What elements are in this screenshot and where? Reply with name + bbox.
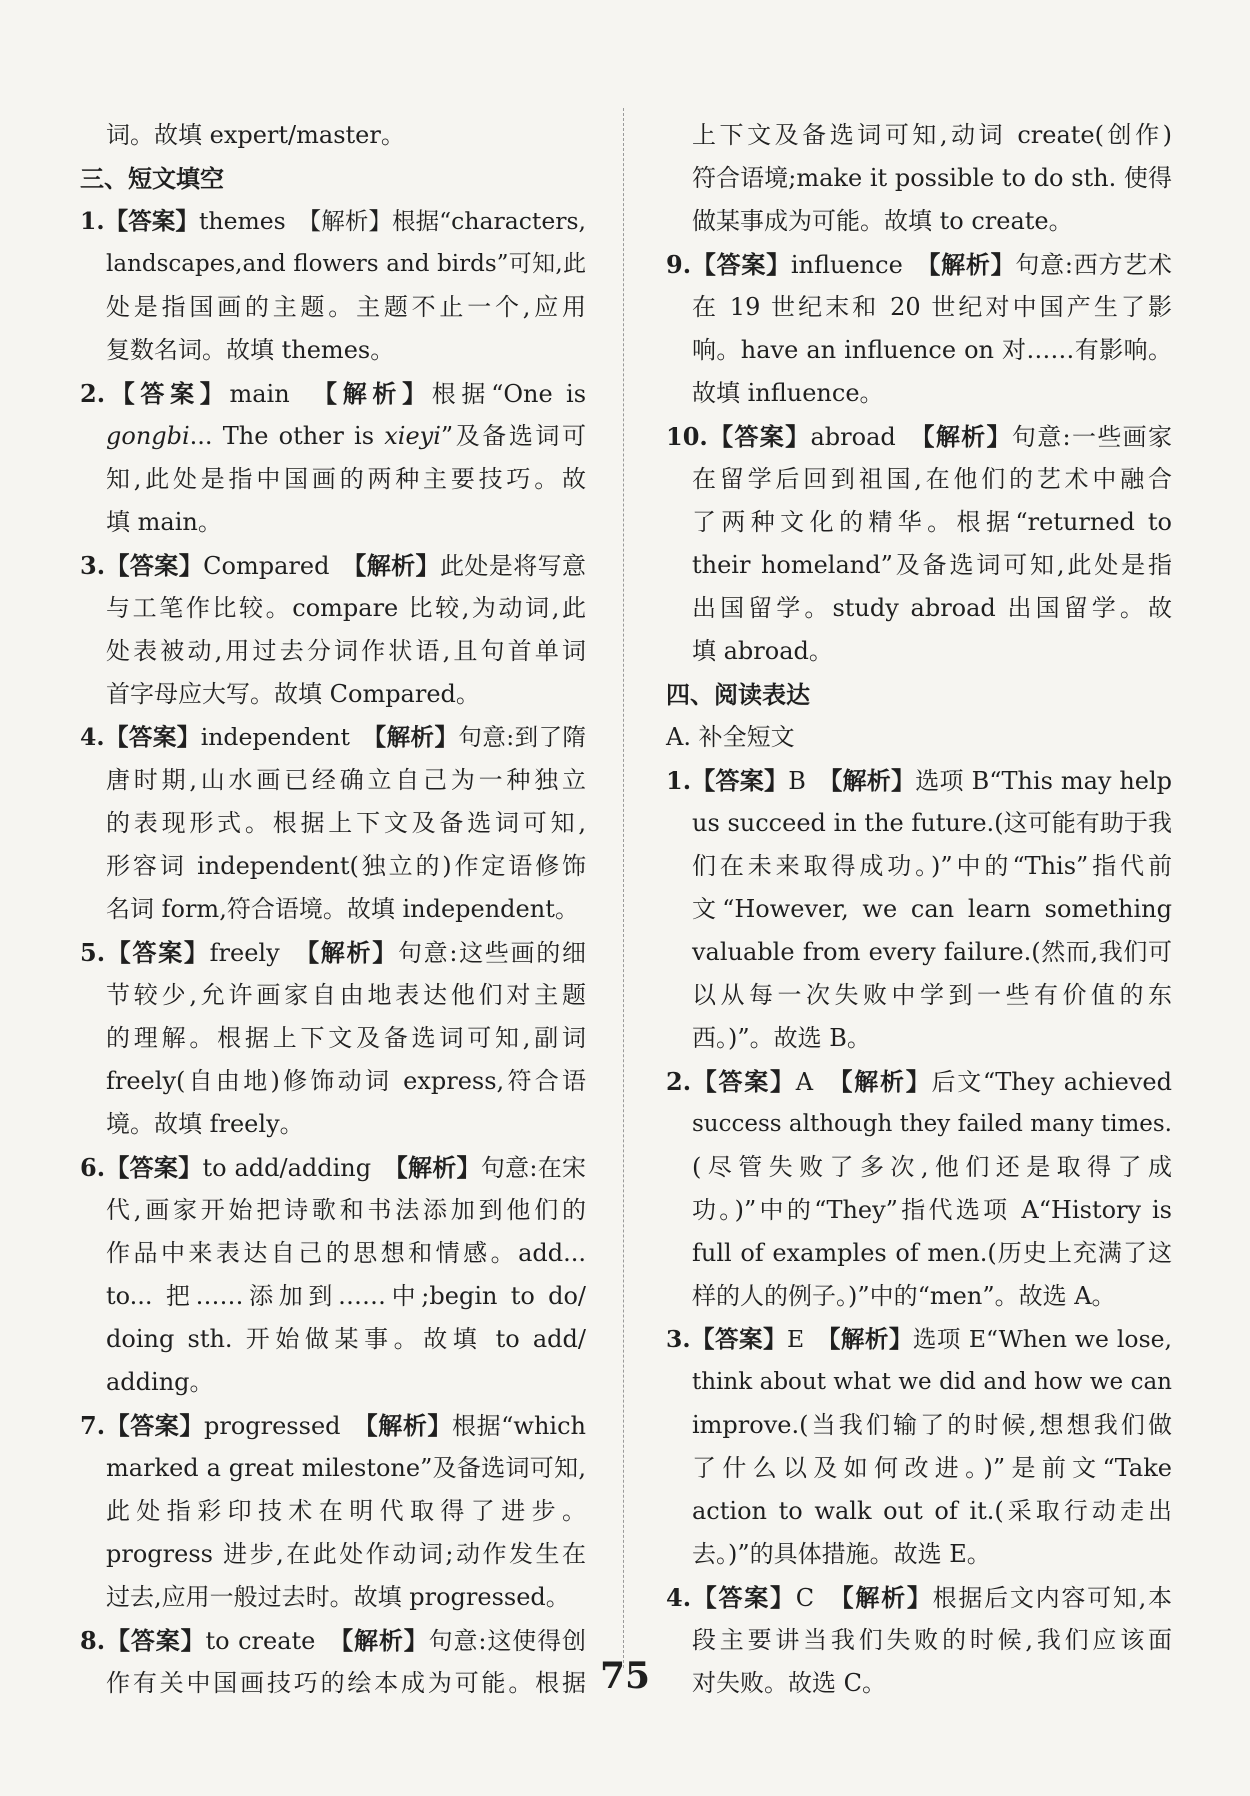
text-line: [80, 544, 586, 587]
bold-text: 【解析】: [341, 1626, 429, 1655]
text-run: freely(自由地)修饰动词 express,符合语: [106, 1067, 586, 1095]
left-column: [80, 114, 586, 1705]
text-run: to create: [205, 1627, 342, 1655]
text-line: [80, 716, 586, 759]
item-number: 7.: [80, 1411, 106, 1440]
text-line: [80, 1404, 586, 1447]
text-run: independent: [200, 723, 375, 751]
text-line: [80, 1017, 586, 1060]
bold-text: 【答案】: [707, 422, 811, 451]
text-run: B: [788, 767, 831, 795]
text-run: (尽管失败了多次,他们还是取得了成: [692, 1153, 1172, 1181]
text-run: 西。)”。故选 B。: [692, 1024, 871, 1052]
bold-text: 【解析】: [395, 1153, 481, 1182]
item-number: 3.: [80, 551, 106, 580]
text-line: [666, 329, 1172, 372]
text-run: 出国留学。study abroad 出国留学。故: [692, 594, 1172, 622]
text-line: [80, 157, 586, 200]
text-line: [80, 1189, 586, 1232]
text-line: [666, 1189, 1172, 1232]
text-run: 填 abroad。: [692, 637, 833, 665]
text-run: improve.(当我们输了的时候,想想我们做: [692, 1411, 1172, 1439]
text-run: their homeland”及备选词可知,此处是指: [692, 551, 1172, 579]
bold-text: 【答案】: [105, 1626, 206, 1655]
bold-text: 【解析】: [830, 766, 916, 795]
bold-text: 【答案】: [104, 723, 201, 751]
text-line: [666, 1103, 1172, 1146]
text-line: [666, 802, 1172, 845]
text-line: [80, 1447, 586, 1490]
bold-text: 【解析】: [374, 723, 459, 751]
text-line: [666, 458, 1172, 501]
text-run: 节较少,允许画家自由地表达他们对主题: [106, 981, 586, 1009]
text-line: [666, 1576, 1172, 1619]
text-run: 段主要讲当我们失败的时候,我们应该面: [692, 1626, 1172, 1654]
text-run: 作有关中国画技巧的绘本成为可能。根据: [106, 1669, 586, 1697]
text-run: action to walk out of it.(采取行动走出: [692, 1497, 1172, 1525]
text-run: 符合语境;make it possible to do sth. 使得: [692, 164, 1172, 192]
text-line: [666, 716, 1172, 759]
text-run: 根据“which: [452, 1412, 587, 1440]
bold-text: 【答案】: [105, 379, 230, 408]
text-line: [666, 1533, 1172, 1576]
item-number: 2.: [80, 379, 106, 408]
text-line: [80, 1146, 586, 1189]
item-number: 6.: [80, 1153, 106, 1182]
text-run: abroad: [810, 423, 923, 451]
text-run: 此处指彩印技术在明代取得了进步。: [106, 1497, 586, 1525]
text-run: 复数名词。故填 themes。: [106, 336, 395, 364]
item-number: 4.: [666, 1583, 692, 1612]
text-run: Compared: [203, 552, 355, 580]
text-line: [666, 974, 1172, 1017]
text-line: [80, 974, 586, 1017]
text-line: [666, 415, 1172, 458]
text-line: [80, 286, 586, 329]
bold-text: 【答案】: [690, 1325, 788, 1353]
text-line: [80, 114, 586, 157]
text-run: 文“However, we can learn something: [692, 895, 1172, 923]
bold-text: 【解析】: [365, 1411, 452, 1440]
text-run: 与工笔作比较。compare 比较,为动词,此: [106, 594, 586, 622]
text-line: [666, 1318, 1172, 1361]
item-number: 4.: [80, 723, 105, 751]
text-line: [666, 286, 1172, 329]
text-run: 句意:一些画家: [1011, 423, 1173, 451]
item-number: 8.: [80, 1626, 106, 1655]
text-run: progressed: [203, 1412, 366, 1440]
text-line: [80, 1533, 586, 1576]
text-line: [80, 630, 586, 673]
text-run: marked a great milestone”及备选词可知,: [106, 1454, 586, 1482]
right-column: [666, 114, 1172, 1705]
text-line: [666, 501, 1172, 544]
text-line: [666, 587, 1172, 630]
text-line: [80, 888, 586, 931]
text-run: E: [787, 1325, 829, 1353]
italic-text: gongbi: [106, 422, 190, 450]
text-run: 处表被动,用过去分词作状语,且句首单词: [106, 637, 586, 665]
text-run: freely: [209, 939, 308, 967]
text-run: to... 把……添加到……中;begin to do/: [106, 1282, 586, 1310]
text-line: [80, 759, 586, 802]
text-run: 了什么以及如何改进。)”是前文“Take: [692, 1454, 1172, 1482]
text-line: [666, 372, 1172, 415]
text-line: [666, 759, 1172, 802]
item-number: 2.: [666, 1067, 692, 1096]
text-line: [80, 372, 586, 415]
text-line: [80, 1361, 586, 1404]
text-line: [80, 458, 586, 501]
text-run: 句意:西方艺术: [1015, 251, 1173, 279]
text-run: full of examples of men.(历史上充满了这: [692, 1239, 1172, 1267]
text-line: [80, 1318, 586, 1361]
column-divider: [623, 108, 624, 1668]
page-number: 75: [599, 1655, 651, 1697]
text-run: 境。故填 freely。: [106, 1110, 304, 1138]
text-run: 们在未来取得成功。)”中的“This”指代前: [692, 852, 1172, 880]
text-run: 名词 form,符合语境。故填 independent。: [106, 895, 579, 923]
bold-text: 【解析】: [307, 938, 398, 967]
item-number: 9.: [666, 250, 692, 279]
text-line: [666, 888, 1172, 931]
bold-text: 【解析】: [354, 551, 440, 580]
text-run: success although they failed many times.: [692, 1111, 1172, 1137]
text-run: themes 【解析】根据“characters,: [198, 207, 587, 235]
bold-text: 【解析】: [828, 1325, 913, 1353]
text-run: 句意:在宋: [480, 1154, 587, 1182]
text-line: [666, 200, 1172, 243]
text-line: [80, 802, 586, 845]
text-run: doing sth. 开始做某事。故填 to add/: [106, 1325, 586, 1353]
text-line: [666, 1361, 1172, 1404]
bold-text: 【答案】: [691, 1583, 796, 1612]
item-number: 1.: [666, 766, 692, 795]
text-run: 选项 B“This may help: [915, 767, 1173, 795]
text-line: [80, 1490, 586, 1533]
text-run: 形容词 independent(独立的)作定语修饰: [106, 852, 586, 880]
text-run: adding。: [106, 1368, 214, 1396]
text-line: [80, 1103, 586, 1146]
text-line: [666, 1060, 1172, 1103]
text-run: 此处是将写意: [439, 552, 587, 580]
text-run: 句意:这些画的细: [397, 939, 587, 967]
text-run: us succeed in the future.(这可能有助于我: [692, 809, 1172, 837]
text-run: 对失败。故选 C。: [692, 1669, 886, 1697]
text-line: [80, 931, 586, 974]
bold-text: 【答案】: [105, 1153, 203, 1182]
text-run: 首字母应大写。故填 Compared。: [106, 680, 480, 708]
text-line: [666, 1404, 1172, 1447]
text-run: 句意:这使得创: [428, 1627, 587, 1655]
text-run: 填 main。: [106, 508, 222, 536]
text-line: [666, 1490, 1172, 1533]
text-line: [666, 1017, 1172, 1060]
text-run: 做某事成为可能。故填 to create。: [692, 207, 1073, 235]
text-line: [80, 673, 586, 716]
text-run: 后文“They achieved: [931, 1068, 1173, 1096]
bold-text: 【解析】: [841, 1583, 933, 1612]
text-run: 故填 influence。: [692, 379, 884, 407]
text-run: 选项 E“When we lose,: [912, 1325, 1173, 1353]
text-run: influence: [790, 251, 929, 279]
text-line: [666, 1447, 1172, 1490]
text-line: [666, 243, 1172, 286]
bold-text: 【解析】: [928, 250, 1016, 279]
text-run: 知,此处是指中国画的两种主要技巧。故: [106, 465, 586, 493]
text-run: progress 进步,在此处作动词;动作发生在: [106, 1540, 586, 1568]
bold-text: 【答案】: [105, 938, 210, 967]
text-run: 处是指国画的主题。主题不止一个,应用: [106, 293, 586, 321]
bold-text: 【答案】: [104, 207, 199, 235]
text-run: ”及备选词可: [440, 422, 586, 450]
text-line: [666, 1146, 1172, 1189]
text-run: A. 补全短文: [666, 723, 795, 751]
text-line: [80, 587, 586, 630]
text-line: [80, 1060, 586, 1103]
text-run: 了两种文化的精华。根据“returned to: [692, 508, 1172, 536]
text-run: 以从每一次失败中学到一些有价值的东: [692, 981, 1172, 1009]
text-run: 作品中来表达自己的思想和情感。add...: [106, 1239, 586, 1267]
text-line: [666, 544, 1172, 587]
bold-text: 【答案】: [105, 551, 204, 580]
bold-text: 【解析】: [325, 379, 432, 408]
bold-text: 【答案】: [691, 766, 789, 795]
text-line: [80, 1275, 586, 1318]
text-run: 功。)”中的“They”指代选项 A“History is: [692, 1196, 1172, 1224]
text-line: [666, 931, 1172, 974]
bold-text: 【答案】: [691, 250, 791, 279]
text-run: to add/adding: [202, 1154, 396, 1182]
text-line: [666, 157, 1172, 200]
bold-text: 【解析】: [840, 1067, 932, 1096]
item-number: 5.: [80, 938, 106, 967]
text-line: [80, 1576, 586, 1619]
item-number: 3.: [666, 1325, 691, 1353]
text-run: 根据后文内容可知,本: [932, 1584, 1172, 1612]
text-run: main: [229, 380, 326, 408]
text-run: valuable from every failure.(然而,我们可: [692, 938, 1172, 966]
text-run: 过去,应用一般过去时。故填 progressed。: [106, 1583, 570, 1611]
text-line: [80, 415, 586, 458]
text-run: 响。have an influence on 对……有影响。: [692, 336, 1172, 364]
bold-text: 【答案】: [691, 1067, 796, 1096]
text-run: 词。故填 expert/master。: [106, 121, 405, 149]
text-run: 的表现形式。根据上下文及备选词可知,: [106, 809, 586, 837]
bold-text: 三、短文填空: [80, 164, 224, 193]
text-run: 在留学后回到祖国,在他们的艺术中融合: [692, 465, 1172, 493]
text-line: [80, 1232, 586, 1275]
text-run: 根据“One is: [431, 380, 587, 408]
text-run: 样的人的例子。)”中的“men”。故选 A。: [692, 1282, 1116, 1310]
italic-text: xieyi: [384, 422, 441, 450]
text-line: [666, 114, 1172, 157]
item-number: 10.: [666, 422, 708, 451]
text-line: [80, 501, 586, 544]
text-line: [80, 243, 586, 286]
text-run: think about what we did and how we can: [692, 1369, 1172, 1395]
text-line: [666, 845, 1172, 888]
text-run: 代,画家开始把诗歌和书法添加到他们的: [106, 1196, 586, 1224]
text-line: [666, 1275, 1172, 1318]
text-run: 句意:到了隋: [458, 723, 587, 751]
text-line: [80, 200, 586, 243]
text-run: A: [795, 1068, 841, 1096]
text-run: 的理解。根据上下文及备选词可知,副词: [106, 1024, 586, 1052]
text-line: [666, 1232, 1172, 1275]
text-run: 上下文及备选词可知,动词 create(创作): [692, 121, 1172, 149]
bold-text: 四、阅读表达: [666, 680, 810, 709]
text-run: 在 19 世纪末和 20 世纪对中国产生了影: [692, 293, 1172, 321]
item-number: 1.: [80, 207, 105, 235]
text-line: [80, 329, 586, 372]
text-line: [666, 673, 1172, 716]
text-run: 唐时期,山水画已经确立自己为一种独立: [106, 766, 586, 794]
text-run: C: [795, 1584, 842, 1612]
bold-text: 【解析】: [922, 422, 1012, 451]
text-run: 去。)”的具体措施。故选 E。: [692, 1540, 991, 1568]
text-line: [666, 630, 1172, 673]
bold-text: 【答案】: [105, 1411, 204, 1440]
text-run: landscapes,and flowers and birds”可知,此: [106, 251, 586, 277]
text-run: ... The other is: [189, 422, 385, 450]
text-line: [80, 845, 586, 888]
